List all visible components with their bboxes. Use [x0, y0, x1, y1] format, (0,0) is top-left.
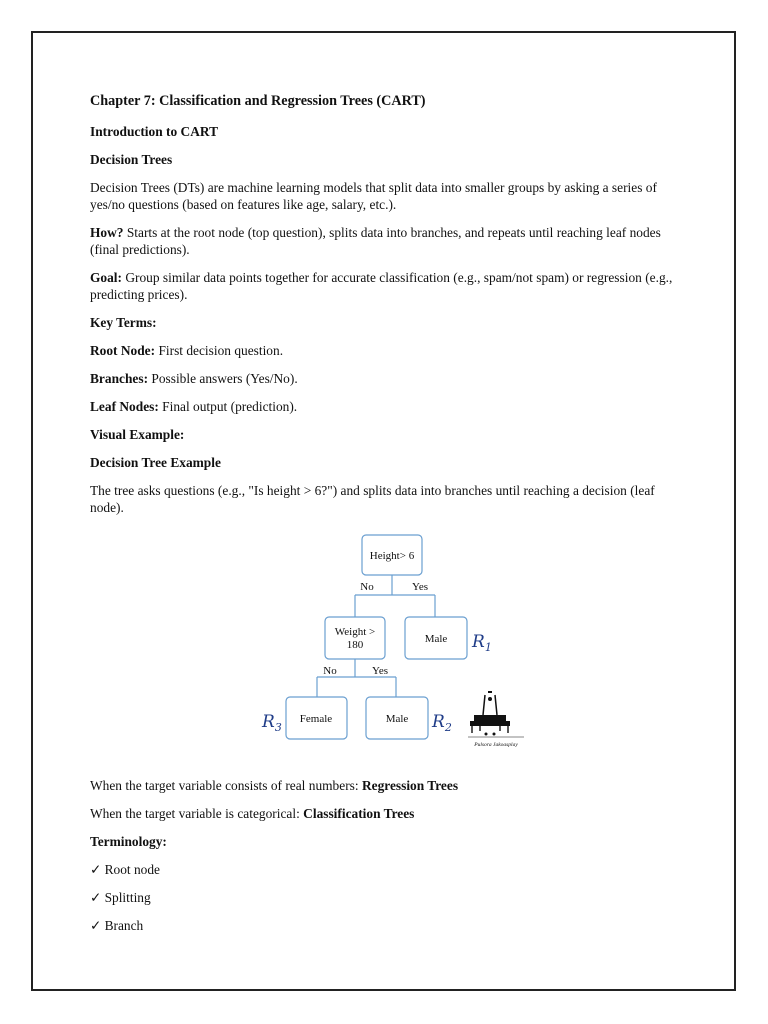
term-label: Leaf Nodes: — [90, 399, 159, 414]
decision-tree-figure — [90, 527, 690, 769]
term-text: First decision question. — [155, 343, 284, 358]
intro-heading: Introduction to CART — [90, 124, 218, 139]
weight-node-box — [325, 617, 385, 659]
terminology-item-splitting: ✓ Splitting — [90, 890, 151, 905]
term-root-node — [90, 342, 690, 359]
weight-node-label-line2: 180 — [346, 639, 364, 651]
visual-example-heading: Visual Example: — [90, 427, 185, 442]
decision-trees-heading: Decision Trees — [90, 152, 173, 167]
term-label: Branches: — [90, 371, 149, 386]
term-text: Possible answers (Yes/No). — [148, 371, 298, 386]
term-leaf-nodes — [90, 398, 690, 415]
terminology-heading: Terminology: — [90, 834, 167, 849]
root-yes-label: Yes — [411, 581, 429, 593]
decision-tree-diagram — [90, 527, 690, 769]
regression-text: When the target variable consists of real numbers: — [90, 778, 362, 793]
term-label: Root Node: — [90, 343, 156, 358]
publisher-logo — [468, 691, 524, 748]
chapter-title: Chapter 7: Classification and Regression Trees (CART) — [90, 93, 426, 109]
root-node-label: Height> 6 — [369, 550, 415, 562]
female-leaf-label: Female — [299, 713, 333, 725]
term-text: Final output (prediction). — [158, 399, 298, 414]
dt-paragraph: Decision Trees (DTs) are machine learning models that split data into smaller groups by asking a series of yes/no questions (based on features like age, salary, etc.). — [90, 180, 657, 212]
region-r2-label: $R_2$ — [432, 712, 452, 734]
how-text: Starts at the root node (top question), splits data into branches, and repeats until reaching leaf nodes (final predictions). — [90, 225, 661, 257]
tree-example-heading: Decision Tree Example — [90, 455, 221, 470]
male-leaf-bottom-label: Male — [385, 713, 409, 725]
regression-bold: Regression Trees — [361, 778, 459, 793]
classification-text: When the target variable is categorical: — [90, 806, 304, 821]
how-paragraph — [90, 224, 690, 258]
goal-label: Goal: — [90, 270, 122, 285]
regression-line — [90, 777, 690, 794]
goal-text: Group similar data points together for accurate classification (e.g., spam/not spam) or regression (e.g., predicting prices). — [90, 270, 673, 302]
weight-yes-label: Yes — [371, 665, 389, 677]
logo-caption: Pulsora Jakoasplay — [474, 742, 518, 748]
weight-no-label: No — [323, 665, 337, 677]
male-leaf-top-label: Male — [424, 633, 448, 645]
terminology-item-root-node: ✓ Root node — [90, 862, 160, 877]
key-terms-heading: Key Terms: — [90, 315, 157, 330]
tree-paragraph: The tree asks questions (e.g., "Is height > 6?") and splits data into branches until reaching a decision (leaf node). — [90, 483, 655, 515]
region-r1-label: $R_1$ — [472, 632, 492, 654]
classification-bold: Classification Trees — [303, 806, 415, 821]
root-no-label: No — [360, 581, 374, 593]
document-body — [90, 93, 690, 945]
goal-paragraph — [90, 269, 690, 303]
how-label: How? — [90, 225, 124, 240]
weight-node-label-line1: Weight > — [334, 626, 376, 638]
term-branches — [90, 370, 690, 387]
region-r3-label: $R_3$ — [262, 712, 282, 734]
terminology-item-branch: ✓ Branch — [90, 918, 144, 933]
classification-line — [90, 805, 690, 822]
